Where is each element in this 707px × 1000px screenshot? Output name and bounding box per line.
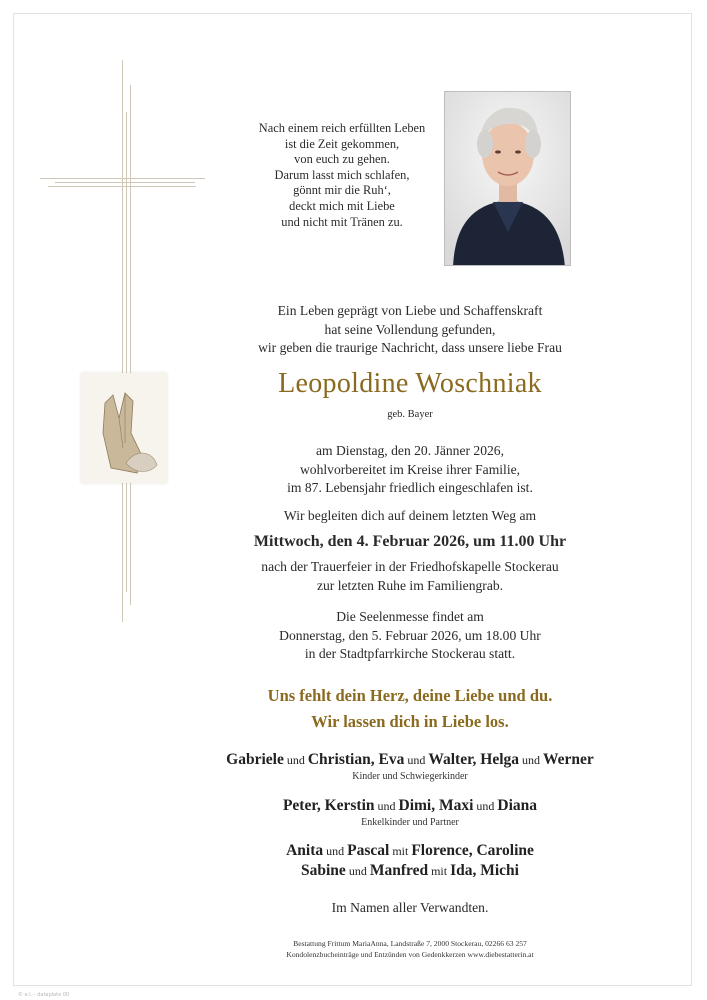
- family-grandchildren: [190, 796, 630, 829]
- conjunction: mit: [389, 844, 412, 858]
- family-name: Walter: [428, 751, 473, 768]
- family-name: ,: [472, 751, 481, 768]
- family-name: Werner: [543, 751, 594, 768]
- family-name: Diana: [497, 797, 538, 814]
- funeral-place-line: zur letzten Ruhe im Familiengrab.: [316, 577, 504, 593]
- poem-line: gönnt mir die Ruh‘,: [293, 183, 391, 198]
- praying-hands-icon: [81, 373, 167, 483]
- intro-text: [200, 302, 620, 358]
- grandchildren-label: Enkelkinder und Partner: [361, 817, 459, 828]
- grandchildren-names: [190, 796, 630, 816]
- poem: [212, 121, 472, 230]
- family-name: Dimi: [398, 797, 432, 814]
- death-notice: [200, 442, 620, 498]
- conjunction: und: [283, 753, 308, 767]
- on-behalf: Im Namen aller Verwandten.: [331, 900, 489, 915]
- family-name: Gabriele: [226, 751, 284, 768]
- family-name: Peter: [282, 797, 317, 814]
- family-name: Pascal: [347, 842, 390, 859]
- poem-line: Darum lasst mich schlafen,: [274, 167, 410, 182]
- great-grandchildren-line: [190, 861, 630, 881]
- conjunction: und: [374, 799, 399, 813]
- death-line: am Dienstag, den 20. Jänner 2026,: [315, 443, 504, 458]
- funeral-intro: Wir begleiten dich auf deinem letzten Weg am: [283, 508, 537, 523]
- children-label: Kinder und Schwiegerkinder: [352, 771, 468, 782]
- conjunction: und: [323, 844, 348, 858]
- family-name: Anita: [286, 842, 324, 859]
- funeral-place-line: nach der Trauerfeier in der Friedhofskapelle Stockerau: [261, 559, 559, 574]
- family-name: ,: [370, 751, 379, 768]
- funeral-date: Mittwoch, den 4. Februar 2026, um 11.00 Uhr: [253, 533, 567, 550]
- maiden-name: geb. Bayer: [387, 409, 433, 420]
- deceased-name: Leopoldine Woschniak: [278, 368, 542, 399]
- funeral-place: [200, 558, 620, 595]
- family-name: Kerstin: [324, 797, 375, 814]
- intro-line: hat seine Vollendung gefunden,: [324, 321, 496, 337]
- requiem-mass: [200, 608, 620, 664]
- family-name: Maxi: [438, 797, 474, 814]
- conjunction: und: [473, 799, 498, 813]
- death-line: wohlvorbereitet im Kreise ihrer Familie,: [299, 461, 521, 477]
- conjunction: und: [519, 753, 544, 767]
- family-children: [190, 750, 630, 783]
- praying-hands-image: [81, 373, 167, 483]
- footer-address: Bestattung Frittum MariaAnna, Landstraße 7, 2000 Stockerau, 02266 63 257: [293, 939, 527, 948]
- mass-line: Die Seelenmesse findet am: [336, 609, 484, 624]
- motto-line: Uns fehlt dein Herz, deine Liebe und du.: [267, 686, 553, 705]
- conjunction: und: [404, 753, 429, 767]
- portrait-icon: [445, 92, 571, 266]
- intro-line: Ein Leben geprägt von Liebe und Schaffenskraft: [277, 303, 543, 318]
- footer-website: Kondolenzbucheinträge und Entzünden von Gedenkkerzen www.diebestatterin.at: [286, 949, 534, 959]
- death-line: im 87. Lebensjahr friedlich eingeschlafen ist.: [287, 480, 533, 495]
- poem-line: von euch zu gehen.: [294, 152, 390, 167]
- conjunction: mit: [428, 864, 451, 878]
- mass-line: Donnerstag, den 5. Februar 2026, um 18.00 Uhr: [279, 627, 541, 643]
- family-name: Ida, Michi: [450, 862, 519, 879]
- poem-line: deckt mich mit Liebe: [289, 198, 395, 213]
- corner-mark: © e.l. - dataplate 00: [18, 992, 70, 998]
- footer: [180, 939, 640, 960]
- children-names: [190, 750, 630, 770]
- family-name: ,: [316, 797, 325, 814]
- family-name: ,: [431, 797, 439, 814]
- mass-line: in der Stadtpfarrkirche Stockerau statt.: [304, 646, 516, 661]
- family-name: Manfred: [369, 862, 429, 879]
- family-name: Sabine: [301, 862, 346, 879]
- poem-line: und nicht mit Tränen zu.: [281, 214, 403, 229]
- conjunction: und: [345, 864, 370, 878]
- family-name: Eva: [378, 751, 405, 768]
- family-name: Florence, Caroline: [411, 842, 534, 859]
- intro-line: wir geben die traurige Nachricht, dass unsere liebe Frau: [258, 340, 562, 355]
- poem-line: ist die Zeit gekommen,: [284, 136, 400, 151]
- motto-line: Wir lassen dich in Liebe los.: [311, 712, 509, 731]
- family-great-grandchildren: [190, 841, 630, 881]
- poem-line: Nach einem reich erfüllten Leben: [258, 121, 426, 135]
- great-grandchildren-line: [190, 841, 630, 861]
- family-name: Christian: [307, 751, 371, 768]
- portrait-photo: [444, 91, 571, 266]
- family-name: Helga: [480, 751, 520, 768]
- motto: [200, 683, 620, 735]
